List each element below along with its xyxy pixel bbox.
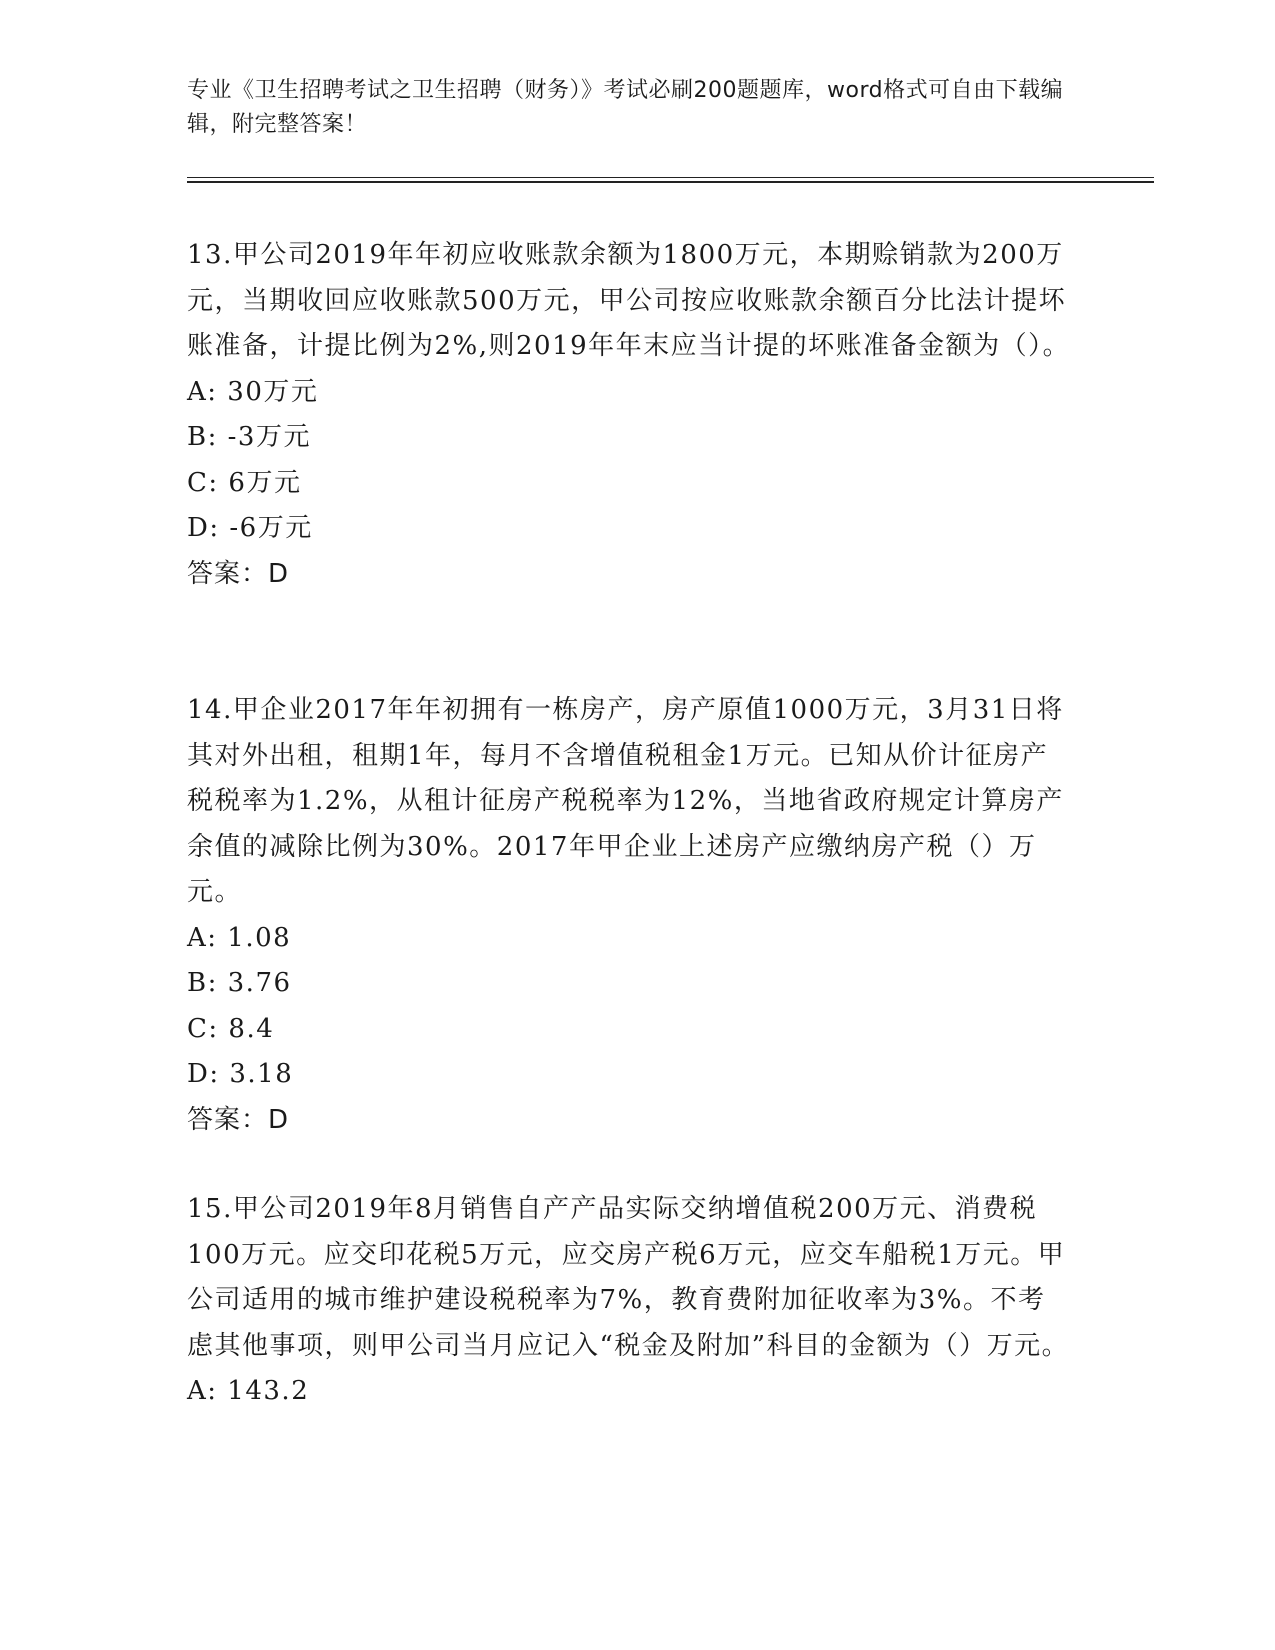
- option-a: A: 143.2: [187, 1376, 310, 1406]
- option-c: C: 6万元: [187, 467, 302, 498]
- option-d: D: -6万元: [187, 513, 313, 543]
- answer: 答案：D: [187, 1104, 290, 1135]
- option-a: A: 1.08: [187, 922, 292, 953]
- answer: 答案：D: [187, 558, 290, 589]
- header-divider-thin: [187, 177, 1154, 178]
- document-header: 专业《卫生招聘考试之卫生招聘（财务）》考试必刷200题题库，word格式可自由下载编辑，附完整答案！: [187, 78, 1064, 137]
- option-b: B: 3.76: [187, 968, 292, 998]
- question-stem: 13.甲公司2019年年初应收账款余额为1800万元，本期赊销款为200万元，当期收回应收账款500万元，甲公司按应收账款余额百分比法计提坏账准备，计提比例为2%,则2019年年末应当计提的坏账准备金额为（）。: [187, 240, 1071, 361]
- question-15: [187, 1187, 1072, 1415]
- question-14: [187, 688, 1072, 1143]
- question-13: [187, 233, 1072, 597]
- option-b: B: -3万元: [187, 422, 311, 452]
- option-c: C: 8.4: [187, 1013, 275, 1044]
- question-stem: 14.甲企业2017年年初拥有一栋房产，房产原值1000万元，3月31日将其对外出租，租期1年，每月不含增值税租金1万元。已知从价计征房产税税率为1.2%，从租计征房产税税率为12%，当地省政府规定计算房产余值的减除比例为30%。2017年甲企业上述房产应缴纳房产税（）万元。: [187, 695, 1064, 907]
- question-stem: 15.甲公司2019年8月销售自产产品实际交纳增值税200万元、消费税100万元。应交印花税5万元，应交房产税6万元，应交车船税1万元。甲公司适用的城市维护建设税税率为7%，教育费附加征收率为3%。不考虑其他事项，则甲公司当月应记入“税金及附加”科目的金额为（）万元。: [187, 1194, 1070, 1361]
- option-d: D: 3.18: [187, 1059, 294, 1089]
- header-divider-thick: [187, 181, 1154, 183]
- option-a: A: 30万元: [187, 376, 319, 407]
